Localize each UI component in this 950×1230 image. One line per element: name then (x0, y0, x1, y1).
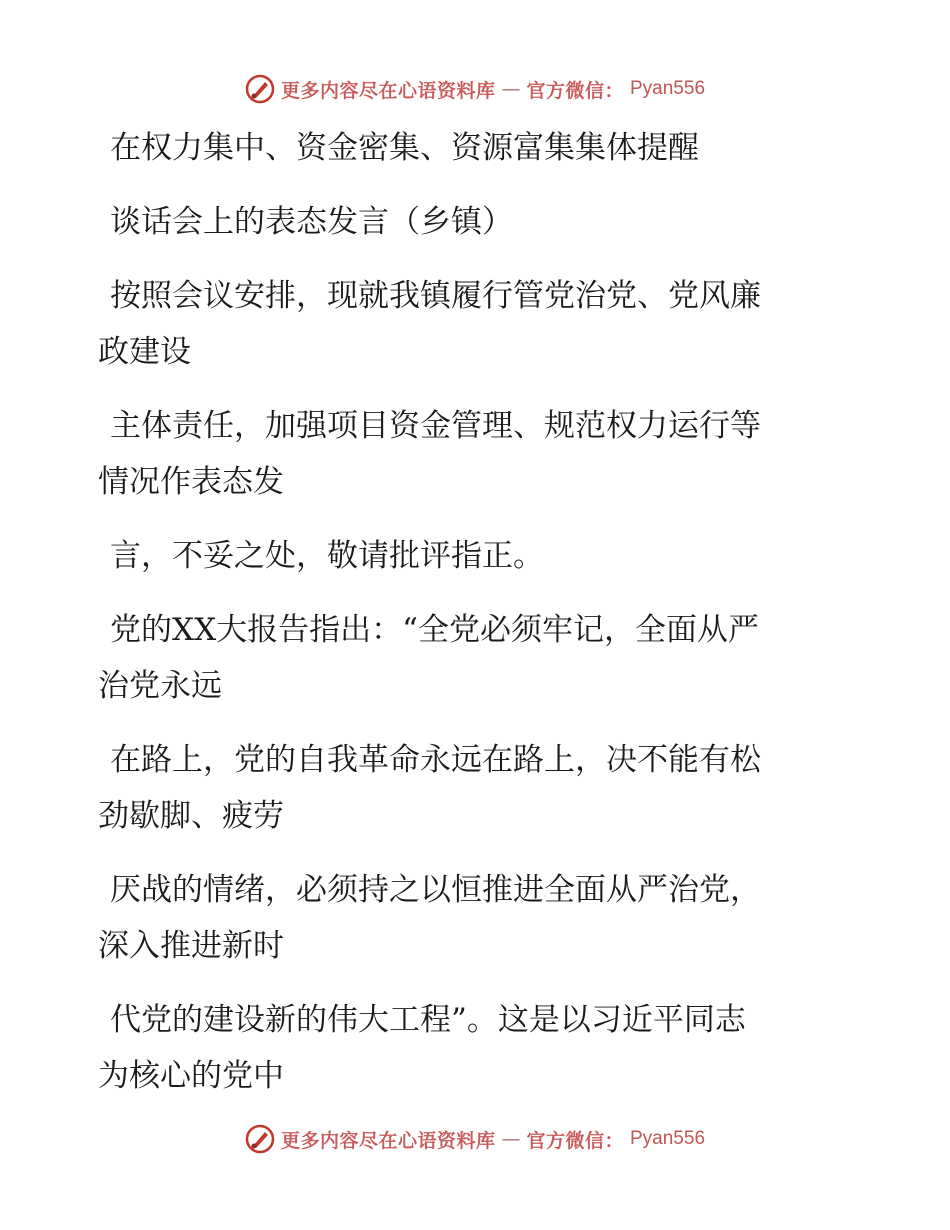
watermark-id: Pyan556 (630, 78, 706, 99)
paragraph-line: 政建设 (98, 334, 191, 370)
paragraph-line: 言，不妥之处，敬请批评指正。 (110, 538, 544, 574)
paragraph-line: 厌战的情绪，必须持之以恒推进全面从严治党， (110, 872, 761, 908)
title-line-1: 在权力集中、资金密集、资源富集集体提醒 (110, 130, 699, 166)
watermark-separator: — (501, 1128, 521, 1150)
title-line-2: 谈话会上的表态发言（乡镇） (110, 204, 513, 240)
document-body (98, 120, 858, 1104)
watermark-separator: — (501, 78, 521, 100)
paragraph-line: 按照会议安排，现就我镇履行管党治党、党风廉 (110, 278, 761, 314)
paragraph-line: 党的XX大报告指出：“全党必须牢记，全面从严 (110, 612, 759, 648)
watermark-text: 更多内容尽在心语资料库 (280, 1129, 496, 1152)
paragraph-line: 代党的建设新的伟大工程”。这是以习近平同志 (110, 1002, 746, 1038)
quill-logo-icon (245, 74, 275, 104)
watermark-id: Pyan556 (630, 1128, 706, 1149)
footer-watermark (0, 1124, 950, 1154)
paragraph-line: 情况作表态发 (98, 464, 284, 500)
watermark-label: 官方微信： (526, 79, 624, 102)
paragraph-line: 深入推进新时 (98, 928, 284, 964)
paragraph-line: 治党永远 (98, 668, 222, 704)
quill-logo-icon (245, 1124, 275, 1154)
paragraph-line: 主体责任，加强项目资金管理、规范权力运行等 (110, 408, 761, 444)
paragraph-line: 劲歇脚、疲劳 (98, 798, 284, 834)
header-watermark (0, 74, 950, 104)
paragraph-line: 为核心的党中 (98, 1058, 284, 1094)
watermark-label: 官方微信： (526, 1129, 624, 1152)
watermark-text: 更多内容尽在心语资料库 (280, 79, 496, 102)
paragraph-line: 在路上，党的自我革命永远在路上，决不能有松 (110, 742, 761, 778)
